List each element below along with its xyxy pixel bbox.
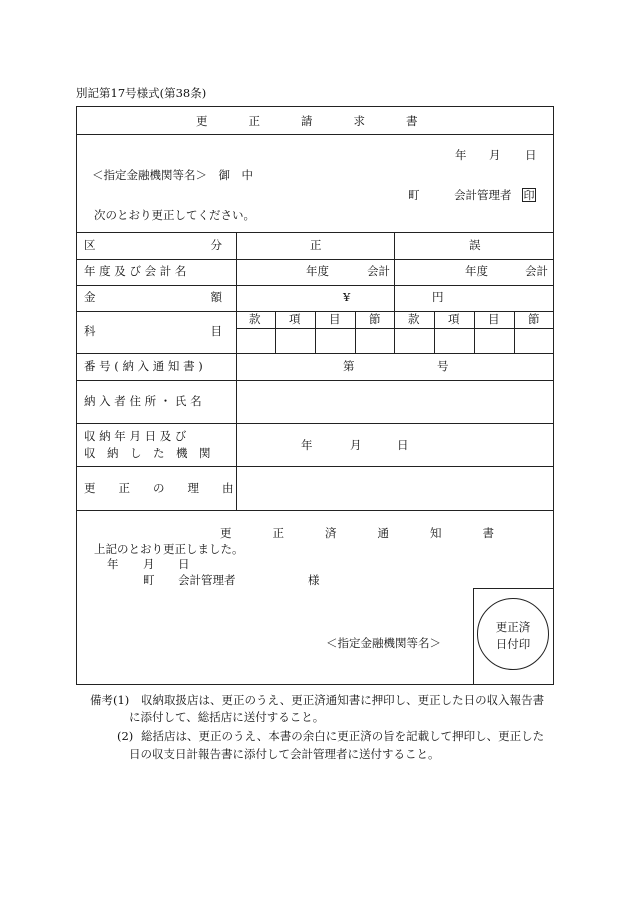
divider	[473, 588, 554, 589]
row-label-kubun: 区 分	[84, 238, 222, 252]
receipt-month: 月	[350, 438, 362, 452]
fiscal-account-correct: 会計	[367, 264, 390, 278]
subject-setsu-wrong: 節	[528, 312, 540, 326]
note-2b: 日の収支日計報告書に添付して会計管理者に送付すること。	[129, 747, 440, 761]
row-label-receipt-1: 収 納 年 月 日 及 び	[84, 429, 187, 443]
notice-line1: 上記のとおり更正しました。	[94, 542, 244, 556]
divider	[434, 311, 435, 353]
row-label-amount: 金 額	[84, 290, 222, 304]
subject-kan-wrong: 款	[408, 312, 420, 326]
receipt-year: 年	[301, 438, 313, 452]
fiscal-year-correct: 年度	[306, 264, 329, 278]
notice-month: 月	[143, 557, 155, 571]
divider	[76, 510, 554, 511]
notice-bank: ＜指定金融機関等名＞	[326, 636, 441, 650]
kubun-wrong: 誤	[469, 238, 481, 252]
intro-text: 次のとおり更正してください。	[94, 208, 255, 222]
addressee: ＜指定金融機関等名＞ 御 中	[92, 168, 253, 182]
amount-en: 円	[432, 290, 444, 304]
notice-officer: 会計管理者	[178, 573, 236, 587]
notice-title: 更 正 済 通 知 書	[220, 526, 500, 540]
stamp-line1: 更正済	[495, 620, 531, 634]
form-title: 更 正 請 求 書	[196, 114, 424, 128]
sender-town: 町	[408, 188, 420, 202]
date-day: 日	[525, 148, 537, 162]
divider	[76, 134, 554, 135]
note-2-num: (2)	[117, 729, 134, 743]
subject-kou-correct: 項	[289, 312, 301, 326]
subject-setsu-correct: 節	[369, 312, 381, 326]
note-1a: 収納取扱店は、更正のうえ、更正済通知書に押印し、更正した日の収入報告書	[141, 693, 545, 707]
divider	[474, 311, 475, 353]
divider	[76, 380, 554, 381]
subject-kan-correct: 款	[249, 312, 261, 326]
amount-yen: ¥	[343, 290, 351, 304]
row-label-payer: 納 入 者 住 所 ・ 氏 名	[84, 394, 202, 408]
row-label-fiscal: 年 度 及 び 会 計 名	[84, 264, 187, 278]
fiscal-year-wrong: 年度	[465, 264, 488, 278]
seal-mark: 印	[523, 189, 535, 202]
row-label-subject: 科 目	[84, 324, 222, 338]
note-2a: 総括店は、更正のうえ、本書の余白に更正済の旨を記載して押印し、更正した	[141, 729, 545, 743]
stamp-line2: 日付印	[495, 637, 531, 651]
sender-officer: 会計管理者	[454, 188, 512, 202]
divider	[76, 423, 554, 424]
kubun-correct: 正	[310, 238, 322, 252]
date-year: 年	[455, 148, 467, 162]
date-month: 月	[489, 148, 501, 162]
fiscal-account-wrong: 会計	[525, 264, 548, 278]
date-stamp-circle	[477, 598, 549, 670]
subject-moku-correct: 目	[329, 312, 341, 326]
notice-day: 日	[178, 557, 190, 571]
notice-sama: 様	[308, 573, 320, 587]
divider	[514, 311, 515, 353]
number-go: 号	[437, 359, 449, 373]
note-1b: に添付して、総括店に送付すること。	[129, 710, 325, 724]
subject-moku-wrong: 目	[488, 312, 500, 326]
row-label-reason: 更 正 の 理 由	[84, 481, 234, 495]
notice-town: 町	[143, 573, 155, 587]
notes-head: 備考(1)	[90, 693, 130, 707]
divider	[76, 466, 554, 467]
divider	[473, 588, 474, 685]
number-dai: 第	[343, 359, 355, 373]
row-label-number: 番 号 ( 納 入 通 知 書 )	[84, 359, 203, 373]
notice-year: 年	[107, 557, 119, 571]
row-label-receipt-2: 収 納 し た 機 関	[84, 446, 211, 460]
subject-kou-wrong: 項	[448, 312, 460, 326]
form-id: 別記第17号様式(第38条)	[76, 86, 207, 100]
receipt-day: 日	[397, 438, 409, 452]
